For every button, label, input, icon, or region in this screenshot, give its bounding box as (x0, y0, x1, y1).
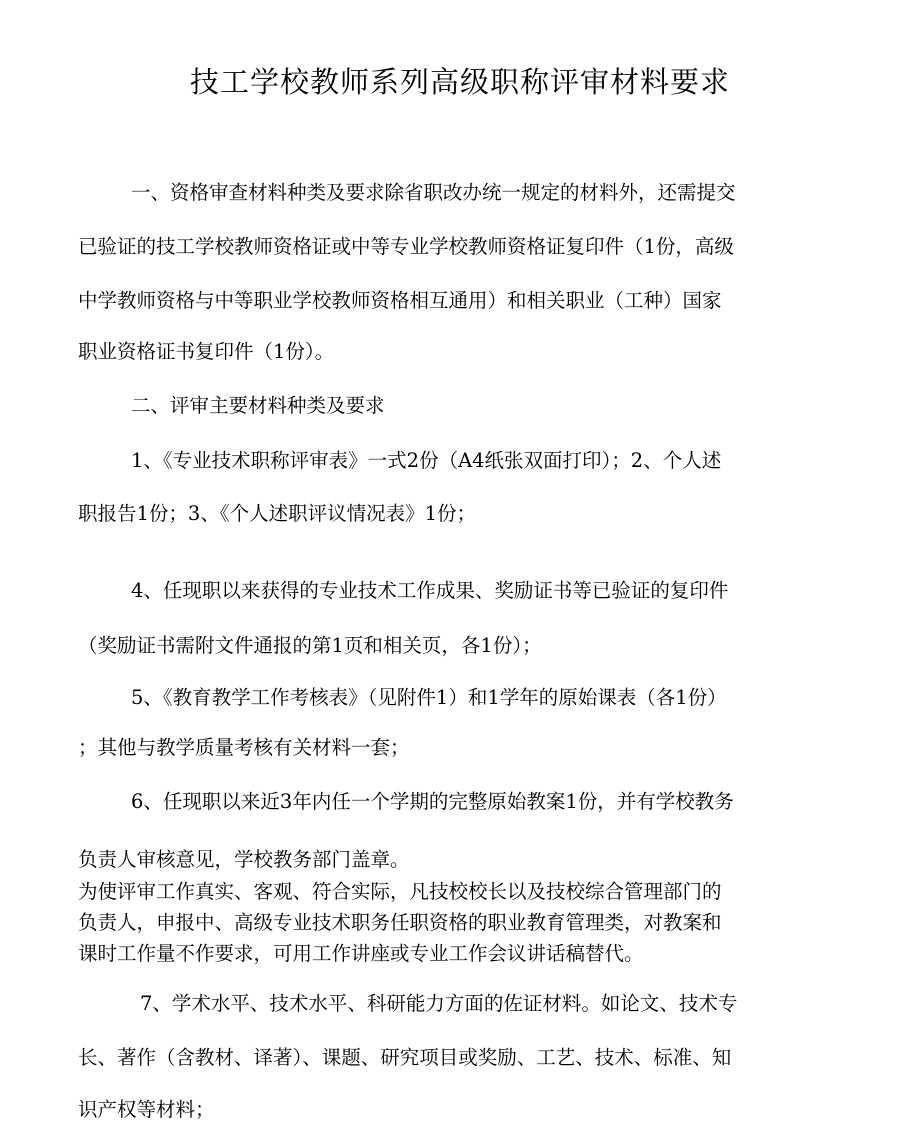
paragraph-line: 1、《专业技术职称评审表》一式2份（A4纸张双面打印）；2、个人述 (131, 449, 722, 472)
paragraph-line: 为使评审工作真实、客观、符合实际，凡技校校长以及技校综合管理部门的 (78, 880, 722, 903)
paragraph-line: ；其他与教学质量考核有关材料一套； (78, 736, 410, 759)
document-title: 技工学校教师系列高级职称评审材料要求 (189, 65, 730, 99)
paragraph-line: 识产权等材料； (78, 1098, 215, 1121)
paragraph-line: 负责人审核意见，学校教务部门盖章。 (78, 848, 410, 871)
paragraph-line: 职业资格证书复印件（1份）。 (78, 340, 335, 363)
paragraph-line: 6、任现职以来近3年内任一个学期的完整原始教案1份，并有学校教务 (131, 790, 734, 813)
paragraph-line: 长、著作（含教材、译著）、课题、研究项目或奖励、工艺、技术、标准、知 (78, 1046, 732, 1069)
paragraph-line: 课时工作量不作要求，可用工作讲座或专业工作会议讲话稿替代。 (78, 942, 644, 965)
paragraph-line: 负责人，申报中、高级专业技术职务任职资格的职业教育管理类，对教案和 (78, 911, 722, 934)
paragraph-line: （奖励证书需附文件通报的第1页和相关页，各1份）； (78, 634, 542, 657)
paragraph-line: 一、资格审查材料种类及要求除省职改办统一规定的材料外，还需提交 (131, 181, 736, 204)
paragraph-line: 4、任现职以来获得的专业技术工作成果、奖励证书等已验证的复印件 (131, 579, 729, 602)
section-heading: 二、评审主要材料种类及要求 (131, 394, 385, 417)
paragraph-line: 7、学术水平、技术水平、科研能力方面的佐证材料。如论文、技术专 (140, 992, 738, 1015)
paragraph-line: 5、《教育教学工作考核表》（见附件1）和1学年的原始课表（各1份） (131, 686, 727, 709)
paragraph-line: 职报告1份；3、《个人述职评议情况表》1份； (78, 502, 476, 525)
paragraph-line: 已验证的技工学校教师资格证或中等专业学校教师资格证复印件（1份，高级 (78, 235, 734, 258)
paragraph-line: 中学教师资格与中等职业学校教师资格相互通用）和相关职业（工种）国家 (78, 289, 722, 312)
